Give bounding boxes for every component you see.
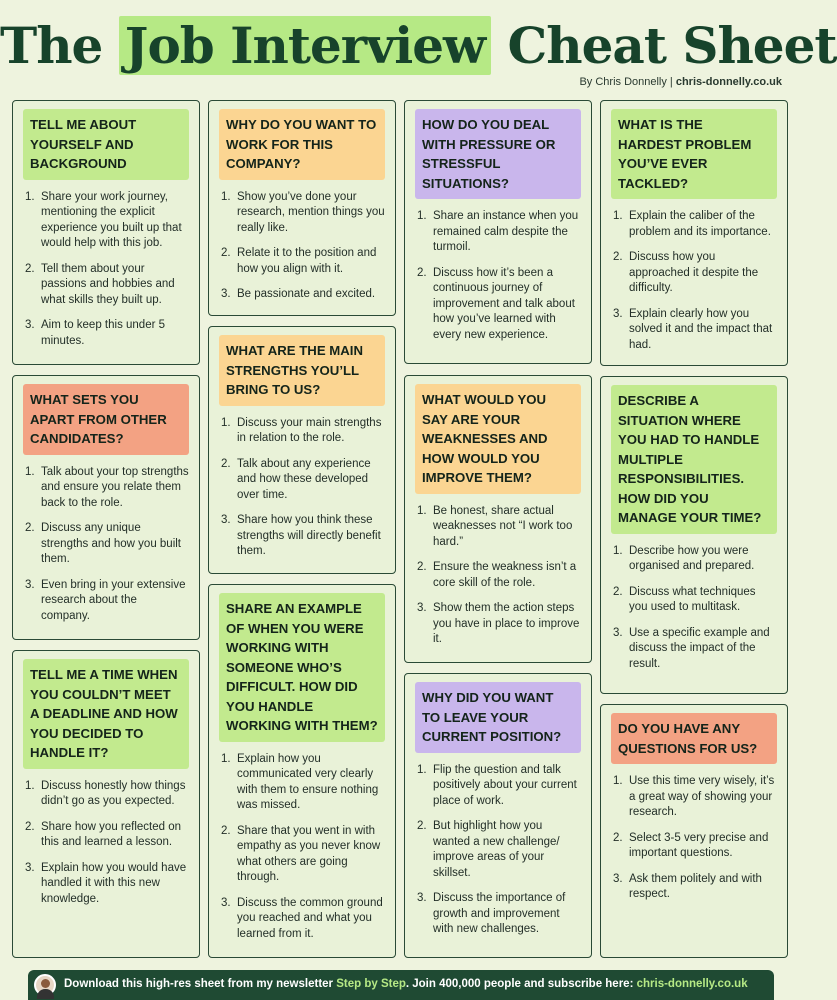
answer-list: [417, 763, 581, 938]
card-leave-current-position: [404, 673, 592, 958]
list-item: 2. Discuss what techniques you used to multitask.: [613, 585, 756, 613]
list-item: 1. Flip the question and talk positively about your current place of work.: [417, 763, 577, 807]
list-item: 3. Aim to keep this under 5 minutes.: [25, 319, 166, 347]
answer-list: [221, 752, 385, 943]
card-difficult-colleague: [208, 584, 396, 958]
list-item: 3. Ask them politely and with respect.: [613, 872, 762, 900]
list-item: 1. Talk about your top strengths and ensure you relate them back to the role.: [25, 465, 189, 509]
list-item: 2. Select 3-5 very precise and important questions.: [613, 831, 769, 859]
title-after: Cheat Sheet: [491, 16, 837, 75]
answer-list: [221, 416, 385, 560]
card-weaknesses: [404, 375, 592, 663]
list-item: 3. Explain clearly how you solved it and the impact that had.: [613, 307, 773, 351]
list-item: 3. Show them the action steps you have in place to improve it.: [417, 602, 580, 645]
list-item: 2. Share how you reflected on this and learned a lesson.: [25, 820, 182, 848]
answer-list: [613, 209, 777, 353]
answer-list: [613, 544, 777, 673]
question-box: TELL ME A TIME WHEN YOU COULDN’T MEET A DEADLINE AND HOW YOU DECIDED TO HANDLE IT?: [23, 659, 189, 769]
byline: [579, 76, 782, 88]
card-what-sets-you-apart: [12, 375, 200, 640]
question-box: SHARE AN EXAMPLE OF WHEN YOU WERE WORKING WITH SOMEONE WHO’S DIFFICULT. HOW DID YOU HANDLE WORKING WITH THEM?: [219, 593, 385, 742]
list-item: 1. Explain how you communicated very clearly with them to ensure nothing was missed.: [221, 752, 379, 811]
byline-site-link[interactable]: chris-donnelly.co.uk: [675, 76, 782, 88]
answer-list: [221, 190, 385, 303]
newsletter-link[interactable]: Step by Step: [336, 978, 406, 990]
list-item: 1. Explain the caliber of the problem and its importance.: [613, 210, 771, 238]
list-item: 1. Show you’ve done your research, mention things you really like.: [221, 190, 385, 234]
card-handling-pressure: [404, 100, 592, 364]
footer-text: Download this high-res sheet from my newsletter Step by Step. Join 400,000 people and subscribe here: chris-donnelly.co.uk: [64, 978, 748, 990]
list-item: 2. Talk about any experience and how these developed over time.: [221, 457, 371, 501]
card-main-strengths: [208, 326, 396, 574]
list-item: 1. Use this time very wisely, it’s a great way of showing your research.: [613, 775, 775, 818]
question-box: WHAT SETS YOU APART FROM OTHER CANDIDATES?: [23, 384, 189, 455]
title-highlight: Job Interview: [119, 16, 491, 75]
card-tell-me-about-yourself: [12, 100, 200, 365]
footer-banner: [28, 970, 774, 1000]
answer-list: [417, 209, 581, 343]
answer-list: [25, 190, 189, 350]
list-item: 2. Ensure the weakness isn’t a core skill of the role.: [417, 561, 577, 589]
list-item: 3. Discuss the common ground you reached and what you learned from it.: [221, 896, 383, 940]
answer-list: [417, 504, 581, 648]
answer-list: [613, 774, 777, 903]
avatar: [34, 974, 56, 996]
card-multiple-responsibilities: [600, 376, 788, 694]
list-item: 1. Discuss honestly how things didn’t go as you expected.: [25, 779, 186, 807]
list-item: 3. Explain how you would have handled it with this new knowledge.: [25, 861, 187, 905]
list-item: 2. Discuss how you approached it despite the difficulty.: [613, 251, 759, 294]
question-box: DO YOU HAVE ANY QUESTIONS FOR US?: [611, 713, 777, 764]
question-box: HOW DO YOU DEAL WITH PRESSURE OR STRESSFUL SITUATIONS?: [415, 109, 581, 199]
list-item: 3. Share how you think these strengths will directly benefit them.: [221, 514, 381, 557]
question-box: WHAT IS THE HARDEST PROBLEM YOU’VE EVER TACKLED?: [611, 109, 777, 199]
card-missed-deadline: [12, 650, 200, 958]
list-item: 2. But highlight how you wanted a new challenge/ improve areas of your skillset.: [417, 820, 560, 879]
list-item: 3. Use a specific example and discuss the impact of the result.: [613, 626, 770, 670]
list-item: 2. Relate it to the position and how you align with it.: [221, 247, 377, 275]
list-item: 1. Describe how you were organised and prepared.: [613, 544, 755, 572]
card-why-this-company: [208, 100, 396, 316]
question-box: WHAT WOULD YOU SAY ARE YOUR WEAKNESSES AND HOW WOULD YOU IMPROVE THEM?: [415, 384, 581, 494]
list-item: 1. Discuss your main strengths in relation to the role.: [221, 416, 382, 444]
card-hardest-problem: [600, 100, 788, 366]
list-item: 3. Discuss the importance of growth and improvement with new challenges.: [417, 892, 566, 935]
answer-list: [25, 779, 189, 908]
list-item: 2. Tell them about your passions and hobbies and what skills they built up.: [25, 262, 175, 306]
list-item: 1. Share your work journey, mentioning the explicit experience you built up that would help with this job.: [25, 190, 182, 249]
list-item: 2. Discuss how it’s been a continuous journey of improvement and talk about how you’ve learned with every new experience.: [417, 266, 575, 341]
subscribe-link[interactable]: chris-donnelly.co.uk: [636, 978, 748, 990]
title-before: The: [0, 16, 119, 75]
list-item: 1. Share an instance when you remained calm despite the turmoil.: [417, 210, 579, 253]
list-item: 2. Share that you went in with empathy as you never know what others are going through.: [221, 824, 381, 883]
page-title: [0, 16, 837, 75]
list-item: 2. Discuss any unique strengths and how you built them.: [25, 522, 182, 565]
question-box: WHY DID YOU WANT TO LEAVE YOUR CURRENT POSITION?: [415, 682, 581, 753]
list-item: 3. Even bring in your extensive research about the company.: [25, 578, 186, 622]
byline-prefix: By Chris Donnelly |: [579, 76, 676, 88]
header: [0, 0, 837, 96]
question-box: TELL ME ABOUT YOURSELF AND BACKGROUND: [23, 109, 189, 180]
list-item: 1. Be honest, share actual weaknesses not “I work too hard.”: [417, 504, 573, 548]
answer-list: [25, 465, 189, 625]
list-item: 3. Be passionate and excited.: [221, 288, 376, 300]
question-box: DESCRIBE A SITUATION WHERE YOU HAD TO HANDLE MULTIPLE RESPONSIBILITIES. HOW DID YOU MANAGE YOUR TIME?: [611, 385, 777, 534]
question-box: WHY DO YOU WANT TO WORK FOR THIS COMPANY?: [219, 109, 385, 180]
card-questions-for-us: [600, 704, 788, 958]
question-box: WHAT ARE THE MAIN STRENGTHS YOU’LL BRING TO US?: [219, 335, 385, 406]
